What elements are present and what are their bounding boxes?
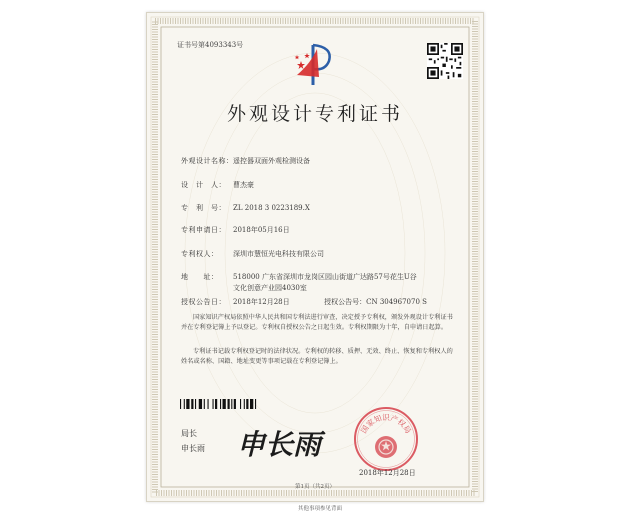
field-label: 授权公告日： [181, 298, 226, 306]
certificate-number: 证书号第4093343号 [177, 41, 244, 49]
field-patent-number [181, 203, 310, 213]
certificate-title: 外观设计专利证书 [226, 103, 403, 125]
paragraph-legal-status: 专利证书记载专利权登记时的法律状况。专利权的转移、质押、无效、终止、恢复和专利权人的姓名或名称、国籍、地址变更等事项记载在专利登记簿上。 [181, 348, 453, 366]
field-grant-date [181, 297, 427, 307]
seal-date: 2018年12月28日 [359, 469, 416, 477]
signature-icon [233, 423, 343, 463]
patent-office-logo-icon [293, 41, 341, 93]
field-label: 地 址： [181, 273, 219, 281]
field-value: 遥控器双面外观检测设备 [233, 157, 310, 165]
footer-note: 其他事项参见背面 [297, 506, 342, 512]
field-label: 专 利 号： [181, 204, 226, 212]
field-label: 设 计 人： [181, 181, 226, 189]
paragraph-grant: 国家知识产权局依照中华人民共和国专利法进行审查，决定授予专利权，颁发外观设计专利证书并在专利登记簿上予以登记。专利权自授权公告之日起生效。专利权期限为十年，自申请日起算。 [181, 314, 453, 332]
field-value: 2018年05月16日 [233, 226, 290, 234]
director-title: 局长 [181, 429, 197, 438]
field-designer [181, 180, 254, 190]
field-address [181, 272, 417, 282]
field-label: 专利申请日： [181, 226, 226, 234]
grant-number-label: 授权公告号： [324, 298, 367, 306]
grant-number: CN 304967070 S [366, 298, 427, 306]
field-application-date [181, 225, 290, 235]
barcode-icon [180, 399, 284, 409]
field-value: 518000 广东省深圳市龙岗区园山街道广达路57号花生U谷 [233, 273, 417, 281]
field-label: 外观设计名称： [181, 157, 234, 165]
signature-text: 申长雨 [237, 428, 322, 461]
field-value: 2018年12月28日 [233, 298, 290, 306]
address-line-2: 文化创意产业园4030室 [233, 284, 307, 292]
seal-text: 国家知识产权局 [359, 413, 413, 435]
patent-certificate [146, 12, 484, 502]
official-seal-icon [353, 406, 419, 472]
page-info: 第1页（共2页） [295, 484, 335, 490]
director-name: 申长雨 [181, 444, 205, 453]
field-patentee [181, 249, 324, 259]
qr-code-icon [427, 43, 463, 79]
field-label: 专利权人： [181, 250, 219, 258]
field-value: ZL 2018 3 0223189.X [233, 204, 310, 212]
field-value: 曹杰豪 [233, 181, 254, 189]
field-value: 深圳市慧恒光电科技有限公司 [233, 250, 324, 258]
field-design-name [181, 156, 310, 166]
